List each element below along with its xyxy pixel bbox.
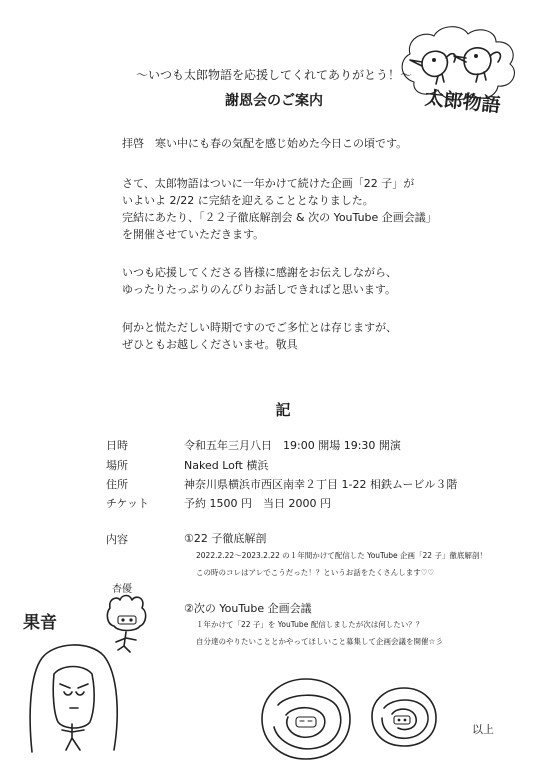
- content-item-note: 自分達のやりたいこととかやってほしいこと募集して企画会議を開催☆彡: [196, 637, 443, 646]
- detail-value-ticket: 予約 1500 円 当日 2000 円: [184, 497, 331, 510]
- content-item-title: ②次の YouTube 企画会議: [184, 602, 312, 615]
- body-line: を開催させていただきます。: [122, 228, 265, 241]
- greeting-line: 拝啓 寒い中にも春の気配を感じ始めた今日この頃です。: [122, 137, 408, 150]
- content-item-title: ①22 子徹底解剖: [184, 532, 267, 545]
- contents-label: 内容: [106, 533, 128, 546]
- ki-heading: 記: [275, 401, 291, 419]
- body-line: いつも応援してくださる皆様に感謝をお伝えしながら、: [122, 266, 397, 279]
- round-face-illustration: [258, 675, 354, 763]
- detail-label-address: 住所: [106, 478, 128, 491]
- content-item-note: １年かけて「22 子」を YouTube 配信しましたが次は何したい？？: [196, 620, 424, 629]
- round-face-illustration: [368, 684, 440, 750]
- closing-line: ぜひともお越しくださいませ。敬具: [122, 338, 298, 351]
- detail-value-address: 神奈川県横浜市西区南幸２丁目 1-22 相鉄ムービル３階: [184, 478, 458, 491]
- logo-text: 太郎物語: [423, 87, 502, 117]
- detail-label-date: 日時: [106, 439, 128, 452]
- character-name-right: 杏優: [112, 584, 132, 595]
- body-line: ゆったりたっぷりのんびりお話しできればと思います。: [122, 283, 397, 296]
- detail-label-ticket: チケット: [106, 497, 150, 510]
- body-line: いよいよ 2/22 に完結を迎えることとなりました。: [122, 194, 374, 207]
- body-line: 完結にあたり、「２２子徹底解剖会 & 次の YouTube 企画会議」: [122, 211, 437, 224]
- large-character-illustration: [14, 604, 130, 754]
- detail-label-venue: 場所: [106, 459, 128, 472]
- body-line: 何かと慌ただしい時期ですのでご多忙とは存じますが、: [122, 321, 397, 334]
- content-item-note: この時のコレはアレでこうだった！？というお話をたくさんします♡♡: [196, 568, 435, 577]
- character-name-left: 果音: [23, 613, 57, 633]
- closing-ijo: 以上: [472, 723, 494, 736]
- detail-value-venue: Naked Loft 横浜: [184, 459, 269, 472]
- body-line: さて、太郎物語はついに一年かけて続けた企画「22 子」が: [122, 177, 415, 190]
- content-item-note: 2022.2.22〜2023.2.22 の１年間かけて配信した YouTube 企画「22 子」徹底解剖！: [196, 551, 487, 560]
- header-subtitle: 〜いつも太郎物語を応援してくれてありがとう！〜: [135, 68, 412, 82]
- page-title: 謝恩会のご案内: [225, 93, 323, 109]
- detail-value-date: 令和五年三月八日 19:00 開場 19:30 開演: [184, 439, 401, 452]
